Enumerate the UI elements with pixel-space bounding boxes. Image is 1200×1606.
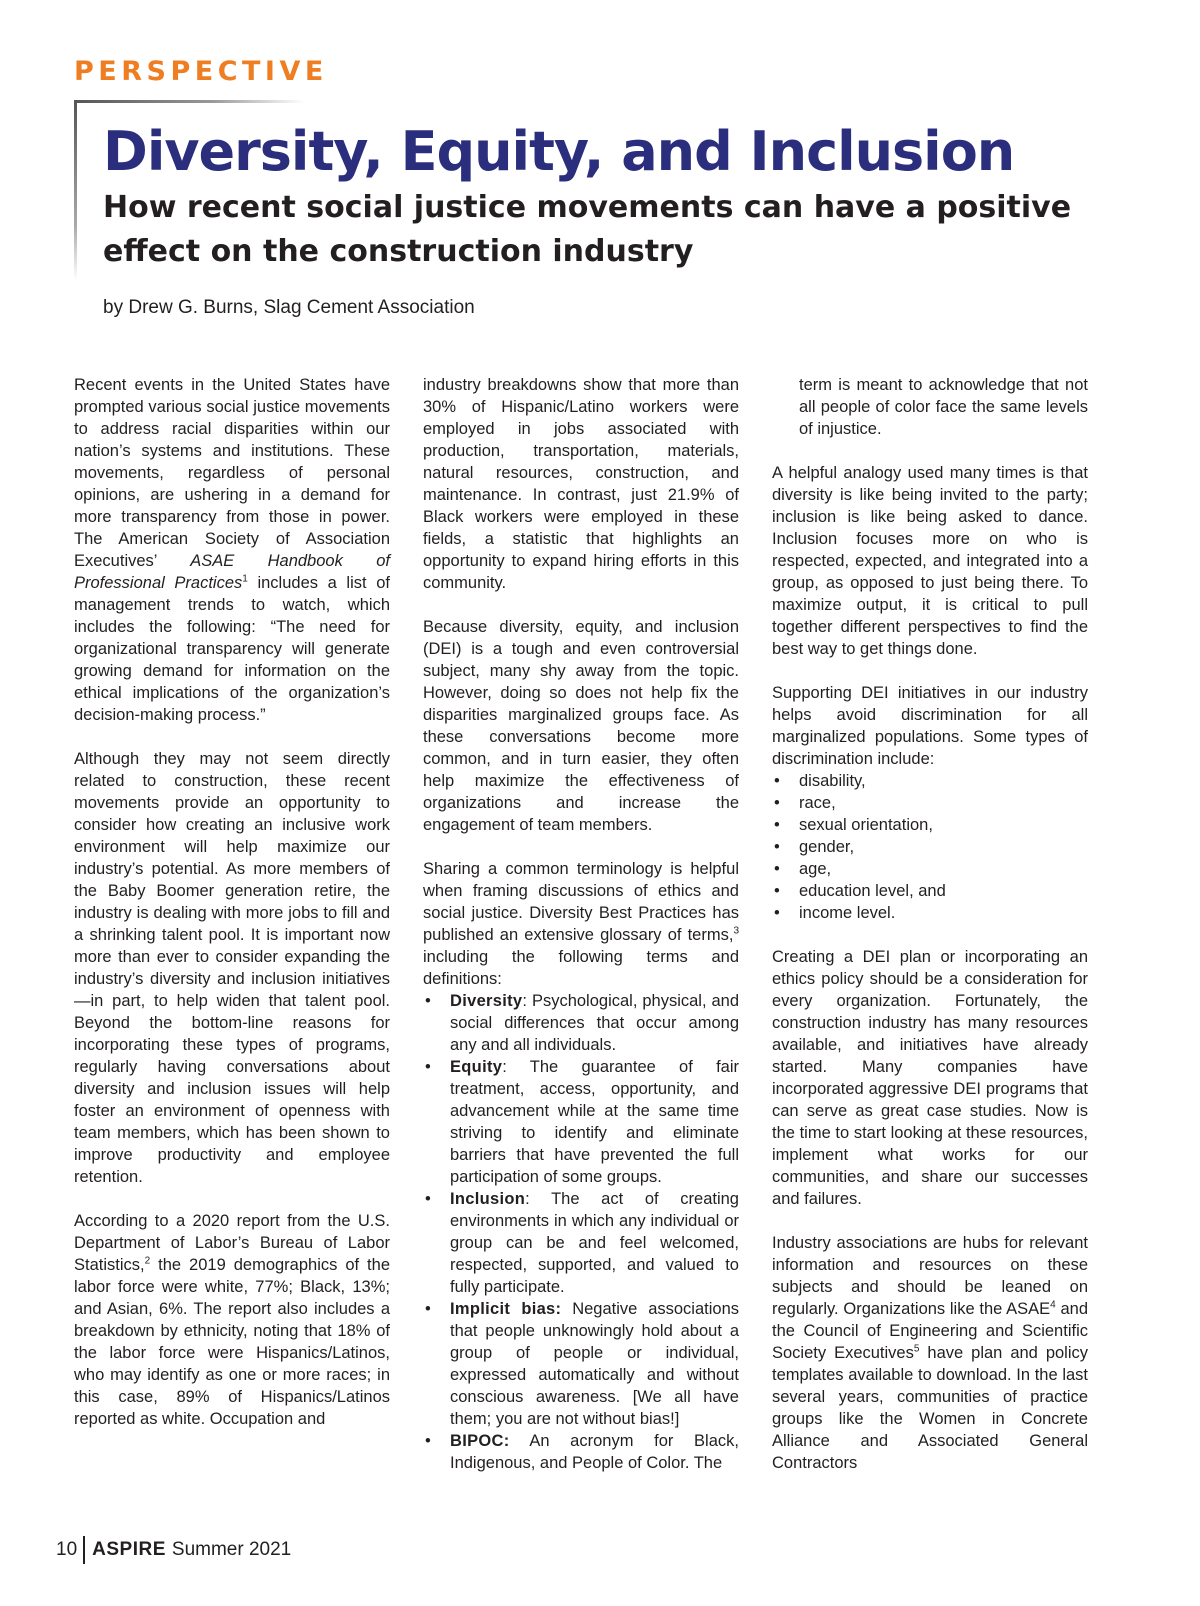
paragraph: industry breakdowns show that more than 30% of Hispanic/Latino workers were employed in jobs associated with production, transportation, materials, natural resources, construction, and maintenance. In contrast, just 21.9% of Black workers were employed in these fields, a statistic that highlights an opportunity to expand hiring efforts in this community. — [423, 376, 739, 592]
list-item: • race, — [772, 792, 1088, 814]
list-item: • income level. — [772, 902, 1088, 924]
issue-label: Summer 2021 — [171, 1539, 292, 1560]
glossary-term: Implicit bias: — [450, 1300, 562, 1318]
paragraph: Sharing a common terminology is helpful when framing discussions of ethics and social justice. Diversity Best Practices has published an extensive glossary of terms,$^3$ including the following terms and definitions: — [423, 860, 739, 988]
list-continuation: term is meant to acknowledge that not all people of color face the same levels of injustice. — [799, 376, 1088, 438]
page-footer — [56, 1535, 291, 1565]
glossary-item: • Diversity: Psychological, physical, and social differences that occur among any and all individuals. — [423, 990, 739, 1056]
footnote-ref: 3 — [733, 925, 739, 937]
article-title: Diversity, Equity, and Inclusion — [103, 120, 1015, 183]
column-3 — [772, 374, 1088, 1496]
magazine-name: ASPIRE — [92, 1539, 166, 1560]
glossary-term: Equity — [450, 1058, 503, 1076]
paragraph: Because diversity, equity, and inclusion (DEI) is a tough and even controversial subject, many shy away from the topic. However, doing so does not help fix the disparities marginalized groups face. As these conversations become more common, and in turn easier, they often help maximize the effectiveness of organizations and increase the engagement of team members. — [423, 618, 739, 834]
glossary-item: • Inclusion: The act of creating environments in which any individual or group can be and feel welcomed, respected, supported, and valued to fully participate. — [423, 1188, 739, 1298]
column-2 — [423, 374, 739, 1496]
footnote-ref: 2 — [144, 1255, 151, 1267]
glossary-item: • Equity: The guarantee of fair treatment, access, opportunity, and advancement while at the same time striving to identify and eliminate barriers that have prevented the full participation of some groups. — [423, 1056, 739, 1188]
paragraph: Industry associations are hubs for relevant information and resources on these subjects and should be leaned on regularly. Organizations like the ASAE$^4$ and the Council of Engineering and Scientific Society Executives$^5$ have plan and policy templates available to download. In the last several years, communities of practice groups like the Women in Concrete Alliance and Associated General Contractors — [772, 1234, 1089, 1472]
column-1 — [74, 374, 390, 1452]
discrimination-types-list — [772, 770, 1088, 924]
paragraph: Creating a DEI plan or incorporating an ethics policy should be a consideration for every organization. Fortunately, the construction industry has many resources available, and initiatives have already started. Many companies have incorporated aggressive DEI programs that can serve as great case studies. Now is the time to start looking at these resources, implement what works for our communities, and share our successes and failures. — [772, 948, 1088, 1208]
glossary-item: • Implicit bias: Negative associations that people unknowingly hold about a group of people or individual, expressed automatically and without conscious awareness. [We all have them; you are not without bias!] — [423, 1298, 739, 1430]
list-item: • disability, — [772, 770, 1088, 792]
list-item: • age, — [772, 858, 1088, 880]
glossary-term: BIPOC: — [450, 1432, 510, 1450]
footnote-ref: 5 — [913, 1343, 920, 1355]
list-item: • sexual orientation, — [772, 814, 1088, 836]
glossary-term: Inclusion — [450, 1190, 526, 1208]
book-title: ASAE Handbook of Professional Practices — [74, 552, 390, 592]
article-subtitle: How recent social justice movements can have a positive effect on the construction industry — [103, 190, 1072, 269]
glossary-item: • BIPOC: An acronym for Black, Indigenous, and People of Color. The — [423, 1430, 739, 1474]
header-rule-vertical — [74, 100, 77, 280]
byline: by Drew G. Burns, Slag Cement Association — [103, 297, 475, 318]
footer-divider — [83, 1536, 85, 1564]
paragraph: A helpful analogy used many times is that diversity is like being invited to the party; inclusion is like being asked to dance. Inclusion focuses more on who is respected, expected, and integrated into a group, as opposed to just being there. To maximize output, it is critical to pull together different perspectives to find the best way to get things done. — [772, 464, 1088, 658]
list-item: • education level, and — [772, 880, 1088, 902]
paragraph: Recent events in the United States have prompted various social justice movements to address racial disparities within our nation’s systems and institutions. These movements, regardless of personal opinions, are ushering in a demand for more transparency from those in power. The American Society of Association Executives’ ASAE Handbook of Professional Practices$^1$ includes a list of management trends to watch, which includes the following: “The need for organizational transparency will generate growing demand for information on the ethical implications of the organization’s decision-making process.” — [74, 376, 390, 724]
glossary-term: Diversity — [450, 992, 523, 1010]
glossary-list — [423, 990, 739, 1474]
paragraph: According to a 2020 report from the U.S. Department of Labor’s Bureau of Labor Statistics,$^2$ the 2019 demographics of the labor force were white, 77%; Black, 13%; and Asian, 6%. The report also includes a breakdown by ethnicity, noting that 18% of the labor force were Hispanics/Latinos, who may identify as one or more races; in this case, 89% of Hispanics/Latinos reported as white. Occupation and — [74, 1212, 390, 1428]
footnote-ref: 4 — [1050, 1299, 1056, 1311]
paragraph: Although they may not seem directly related to construction, these recent movements provide an opportunity to consider how creating an inclusive work environment will help maximize our industry’s potential. As more members of the Baby Boomer generation retire, the industry is dealing with more jobs to fill and a shrinking talent pool. It is important now more than ever to consider expanding the industry’s diversity and inclusion initiatives—in part, to help widen that talent pool. Beyond the bottom-line reasons for incorporating these types of programs, regularly having conversations about diversity and inclusion issues will help foster an environment of openness with team members, which has been shown to improve productivity and employee retention. — [74, 750, 390, 1186]
page-number: 10 — [56, 1539, 78, 1560]
list-item: • gender, — [772, 836, 1088, 858]
section-kicker: PERSPECTIVE — [74, 56, 328, 87]
footnote-ref: 1 — [242, 573, 248, 585]
paragraph: Supporting DEI initiatives in our industry helps avoid discrimination for all marginalized populations. Some types of discrimination include: — [772, 684, 1088, 768]
header-rule-horizontal — [74, 100, 304, 103]
